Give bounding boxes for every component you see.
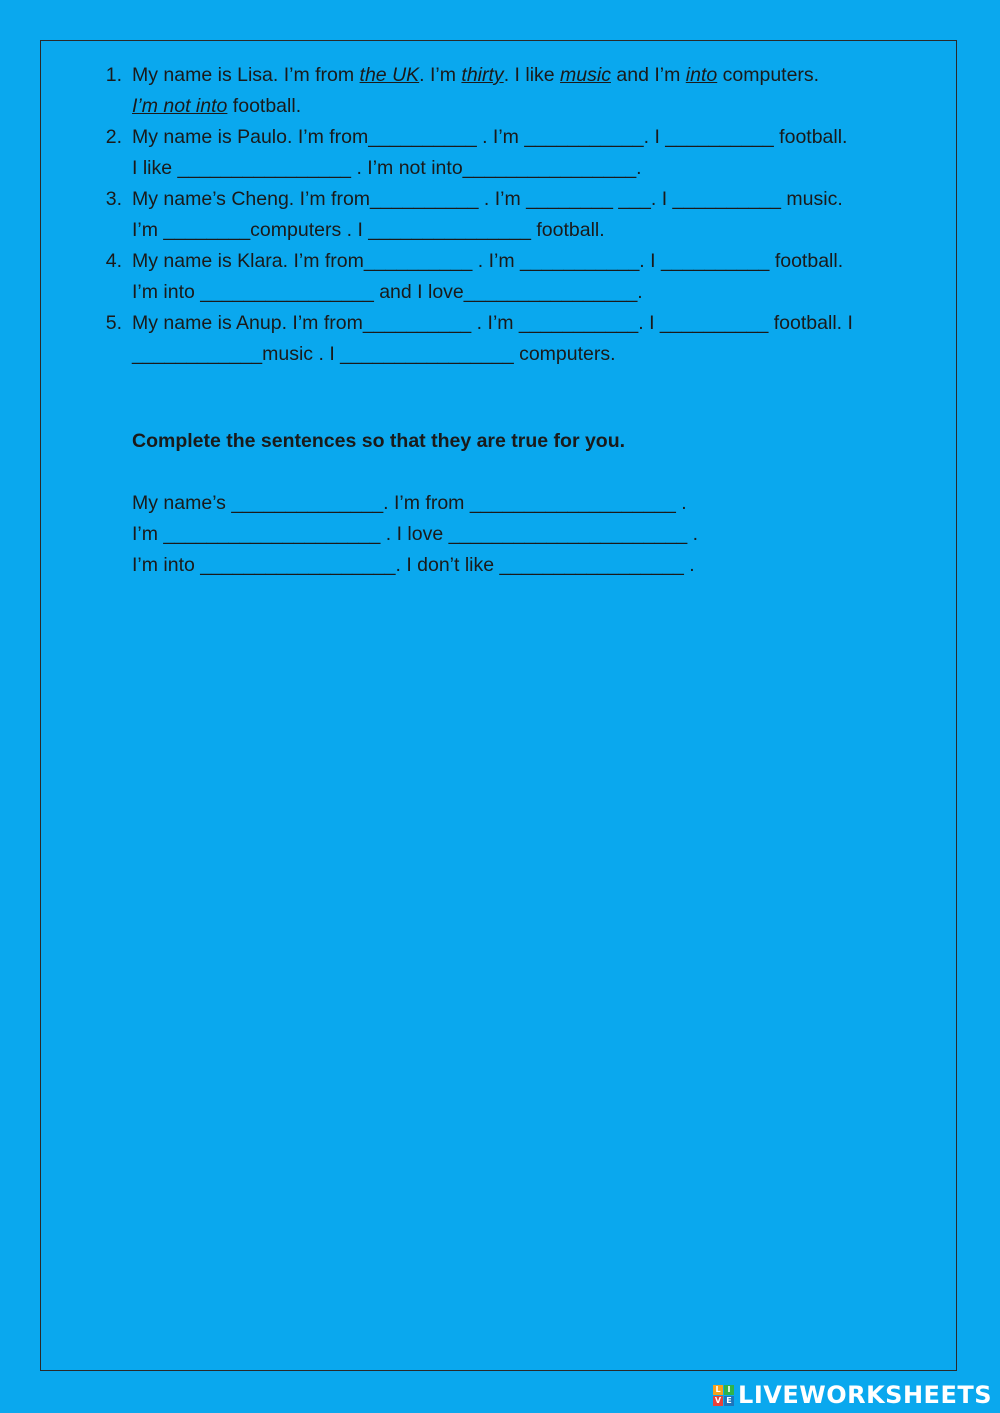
exercise-list [98,60,928,370]
logo-letter: V [714,1395,722,1405]
item-number: 4. [105,250,122,272]
sentence-text: My name’s Cheng. I’m from__________ . I’m ________ ___. I __________ music. [132,188,843,210]
sentence-text: I like ________________ . I’m not into________________. [132,157,642,179]
logo-letter: L [713,1385,723,1395]
exercise-item [98,184,928,246]
exercise-item [98,60,928,122]
sentence-text: My name is Paulo. I’m from__________ . I’m ___________. I __________ football. [132,126,848,148]
item-number: 5. [105,312,122,334]
personal-line: I’m ____________________ . I love ______________________ . [132,523,699,545]
sentence-text: I’m into ________________ and I love________________. [132,281,643,303]
personal-line: My name’s ______________. I’m from ___________________ . [132,492,687,514]
item-number: 1. [105,64,122,86]
sentence-text: My name is Klara. I’m from__________ . I’m ___________. I __________ football. [132,250,844,272]
exercise-item [98,246,928,308]
sentence-text: My name is Lisa. I’m from [132,64,360,86]
exercise-item [98,308,928,370]
personal-line: I’m into __________________. I don’t like _________________ . [132,554,695,576]
sentence-text: ____________music . I ________________ computers. [132,343,616,365]
sentence-text: computers. [717,64,820,86]
example-answer: the UK [359,64,420,86]
instruction-heading: Complete the sentences so that they are true for you. [132,430,626,452]
sentence-text: My name is Anup. I’m from__________ . I’m ___________. I __________ football. I [132,312,853,334]
liveworksheets-logo [713,1381,992,1409]
sentence-text: football. [227,95,302,117]
sentence-text: . I like [503,64,561,86]
logo-text: LIVEWORKSHEETS [738,1381,992,1409]
sentence-text: I’m ________computers . I _______________ football. [132,219,605,241]
liveworksheets-icon [713,1385,734,1406]
logo-letter: I [724,1385,734,1395]
example-answer: music [560,64,611,86]
example-answer: thirty [461,64,504,86]
exercise-item [98,122,928,184]
sentence-text: . I’m [419,64,462,86]
item-number: 3. [105,188,122,210]
sentence-text: and I’m [610,64,686,86]
logo-letter: E [724,1396,734,1406]
personal-sentences [132,488,698,581]
example-answer: I’m not into [132,95,228,117]
item-number: 2. [105,126,122,148]
example-answer: into [685,64,718,86]
